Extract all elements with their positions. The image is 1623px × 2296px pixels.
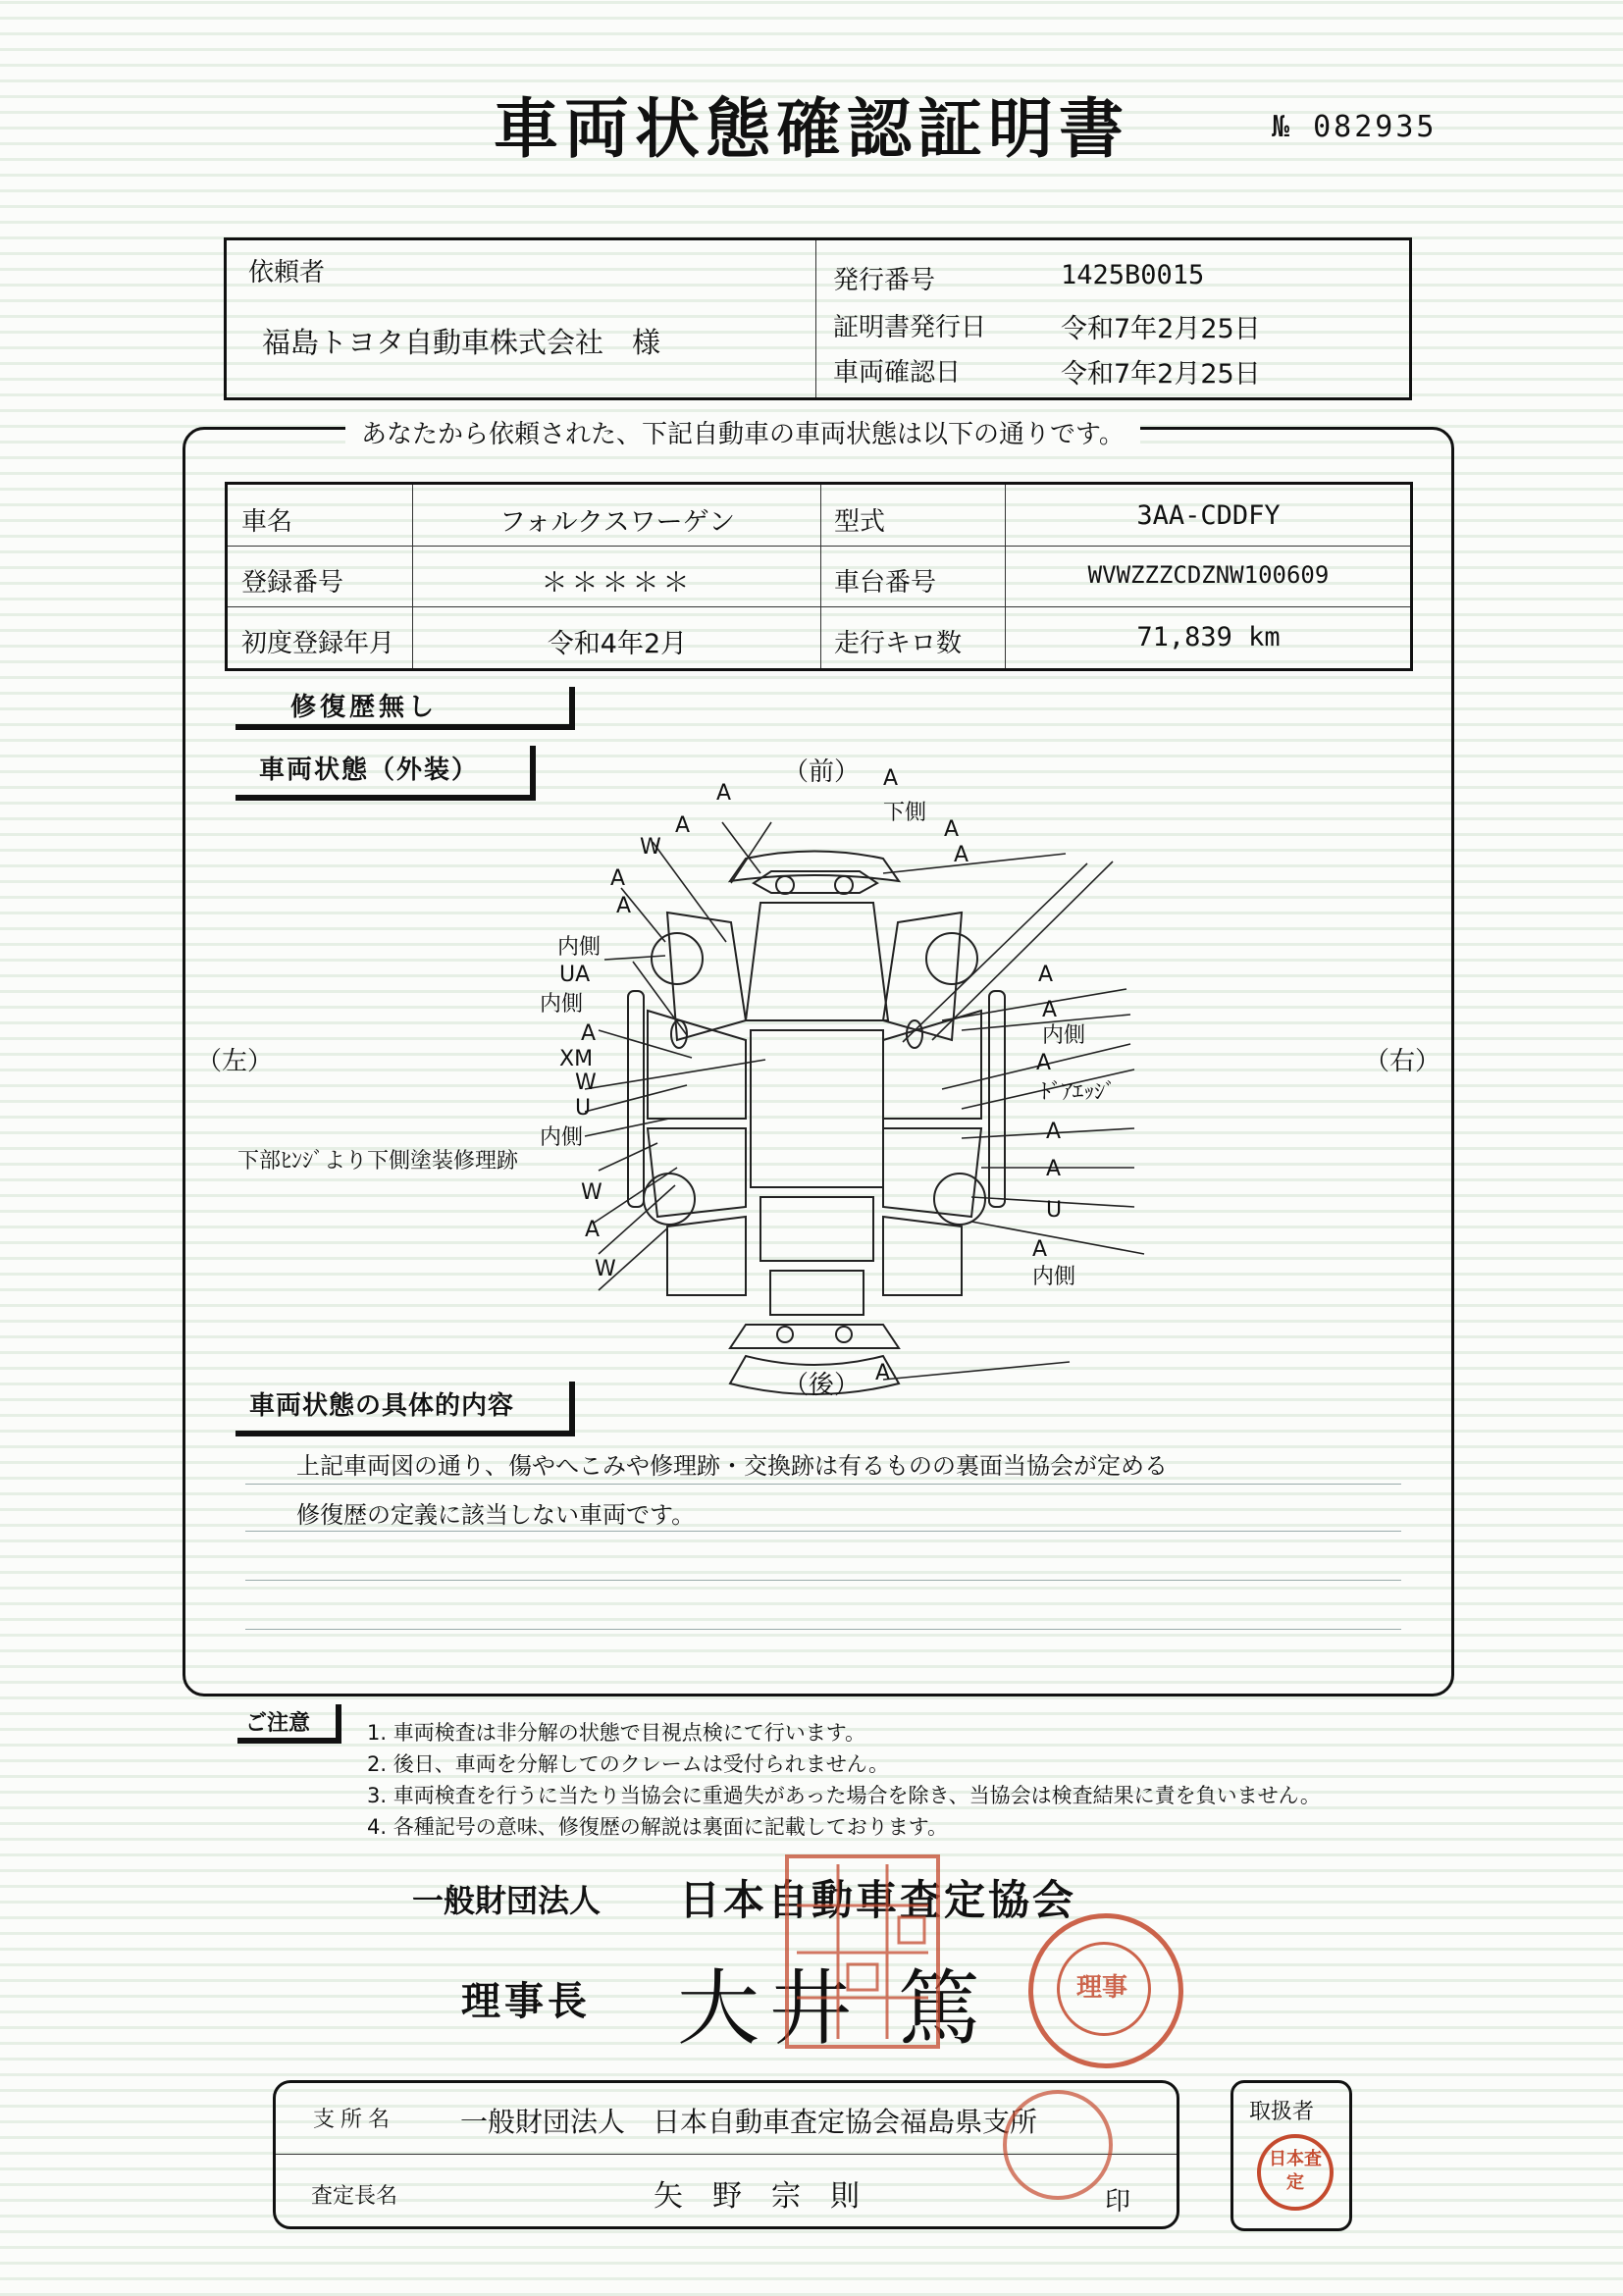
mark-a: A: [1046, 1157, 1062, 1181]
notice-item-2: 2. 後日、車両を分解してのクレームは受付られません。: [367, 1752, 889, 1776]
repair-history-badge: [236, 687, 575, 730]
mark-a: A: [616, 894, 632, 918]
repair-history-text: 修復歴無し: [290, 693, 439, 722]
mark-w: W: [575, 1070, 597, 1095]
vehicle-table: [225, 482, 1413, 671]
mark-u: U: [1046, 1198, 1063, 1223]
mark-inner: 内側: [1032, 1265, 1076, 1289]
notice-item-4: 4. 各種記号の意味、修復歴の解説は裏面に記載しております。: [367, 1815, 949, 1839]
handler-label: 取扱者: [1249, 2100, 1315, 2124]
requester-box: [224, 237, 1412, 400]
mark-w: W: [595, 1257, 616, 1281]
requester-label: 依頼者: [248, 258, 326, 287]
mark-a: A: [1042, 998, 1058, 1022]
mark-sill-note: 下部ﾋﾝｼﾞより下側塗装修理跡: [237, 1149, 519, 1174]
handler-stamp-text: 日本査定: [1269, 2149, 1322, 2193]
left-rear-fender: [667, 1217, 746, 1295]
details-line-2: 修復歴の定義に該当しない車両です。: [296, 1501, 696, 1529]
mark-a: A: [1036, 1051, 1052, 1075]
mark-a: A: [1046, 1120, 1062, 1144]
wheel-rear-left: [644, 1174, 695, 1225]
left-rear-door: [648, 1128, 746, 1217]
confirm-date-label: 車両確認日: [833, 358, 962, 388]
mark-door-edge: ﾄﾞｱｴｯｼﾞ: [1040, 1080, 1117, 1105]
mark-a: A: [883, 766, 899, 791]
mark-a: A: [1032, 1237, 1048, 1262]
rear-label: （後）: [783, 1371, 861, 1400]
details-label-text: 車両状態の具体的内容: [249, 1391, 515, 1421]
mark-a: A: [954, 843, 969, 867]
mark-w: W: [640, 835, 661, 860]
mark-under: 下側: [883, 801, 927, 825]
roof-part: [751, 1030, 883, 1187]
mark-a: A: [944, 817, 960, 842]
round-seal-stamp: [1028, 1913, 1183, 2068]
mark-w: W: [581, 1180, 602, 1205]
mark-a: A: [585, 1218, 601, 1242]
model-value: 3AA-CDDFY: [1136, 500, 1281, 531]
cert-no-prefix: №: [1272, 110, 1293, 144]
round-seal-text: 理事: [1076, 1973, 1128, 2003]
cert-no-value: 082935: [1313, 110, 1438, 144]
square-seal-stamp: [785, 1854, 940, 2049]
front-lamp-right: [835, 876, 853, 894]
intro-text: あなたから依頼された、下記自動車の車両状態は以下の通りです。: [345, 414, 1140, 450]
reg-no-value: ＊＊＊＊＊: [541, 568, 694, 599]
confirm-date-value: 令和7年2月25日: [1061, 359, 1261, 390]
mark-a: A: [581, 1021, 597, 1046]
chair-signature: 大井 篤: [677, 1960, 990, 2057]
mark-inner: 内側: [540, 992, 584, 1017]
first-reg-value: 令和4年2月: [547, 629, 688, 659]
front-lamp-left: [776, 876, 794, 894]
mark-a: A: [675, 813, 691, 838]
branch-label: 支所名: [313, 2108, 396, 2132]
handler-stamp: [1257, 2134, 1334, 2211]
issue-date-value: 令和7年2月25日: [1061, 314, 1261, 344]
notice-item-3: 3. 車両検査を行うに当たり当協会に重過失があった場合を除き、当協会は検査結果に責を負いません。: [367, 1784, 1321, 1807]
chair-label: 理事長: [461, 1979, 591, 2024]
trunk-part: [760, 1197, 873, 1261]
right-label: （右）: [1364, 1047, 1441, 1076]
right-rear-door: [883, 1128, 981, 1217]
vehicle-name-label: 車名: [241, 507, 293, 537]
chassis-value: WVWZZZCDZNW100609: [1087, 561, 1330, 589]
inspector-seal-mark: 印: [1105, 2187, 1131, 2217]
certificate-number: [1272, 110, 1438, 144]
mark-inner: 内側: [540, 1125, 584, 1150]
requester-name: 福島トヨタ自動車株式会社 様: [262, 326, 661, 359]
mark-xm: XM: [559, 1047, 594, 1071]
wheel-rear-right: [934, 1174, 985, 1225]
mark-u: U: [575, 1096, 592, 1121]
notice-label-text: ご注意: [245, 1711, 311, 1736]
issue-no-value: 1425B0015: [1061, 260, 1205, 290]
issue-no-label: 発行番号: [833, 266, 936, 295]
reg-no-label: 登録番号: [241, 568, 344, 598]
mark-a: A: [1038, 963, 1054, 987]
notice-label: [237, 1704, 341, 1744]
inspector-name: 矢 野 宗 則: [654, 2179, 860, 2214]
left-label: （左）: [196, 1047, 274, 1076]
page-title: 車両状態確認証明書: [494, 90, 1129, 167]
mark-a: A: [716, 781, 732, 806]
first-reg-label: 初度登録年月: [241, 629, 395, 658]
branch-name: 一般財団法人 日本自動車査定協会福島県支所: [460, 2106, 1038, 2138]
chassis-label: 車台番号: [834, 568, 937, 598]
vehicle-diagram: [196, 746, 1441, 1413]
mileage-value: 71,839 km: [1136, 622, 1281, 652]
exterior-label-text: 車両状態（外装）: [259, 756, 480, 785]
hood-part: [746, 903, 888, 1020]
right-front-door: [883, 1011, 981, 1119]
inspector-seal-stamp: [1003, 2090, 1113, 2200]
front-label: （前）: [783, 757, 861, 787]
right-rear-fender: [883, 1217, 962, 1295]
mark-inner: 内側: [557, 935, 602, 960]
details-label: [236, 1382, 575, 1436]
details-line-1: 上記車両図の通り、傷やへこみや修理跡・交換跡は有るものの裏面当協会が定める: [296, 1452, 1168, 1480]
mark-a: A: [875, 1361, 891, 1385]
mileage-label: 走行キロ数: [834, 629, 963, 658]
mark-ua: UA: [559, 963, 591, 987]
mark-inner: 内側: [1042, 1023, 1086, 1048]
org-prefix: 一般財団法人: [412, 1882, 602, 1919]
handler-box: [1230, 2080, 1352, 2231]
org-name: 日本自動車査定協会: [679, 1876, 1077, 1924]
wheel-front-left: [652, 933, 703, 984]
notice-item-1: 1. 車両検査は非分解の状態で目視点検にて行います。: [367, 1721, 866, 1745]
model-label: 型式: [834, 507, 886, 537]
inspector-label: 査定長名: [311, 2184, 398, 2209]
vehicle-name-value: フォルクスワーゲン: [498, 507, 736, 538]
mark-a: A: [610, 866, 626, 891]
issue-date-label: 証明書発行日: [833, 313, 987, 342]
